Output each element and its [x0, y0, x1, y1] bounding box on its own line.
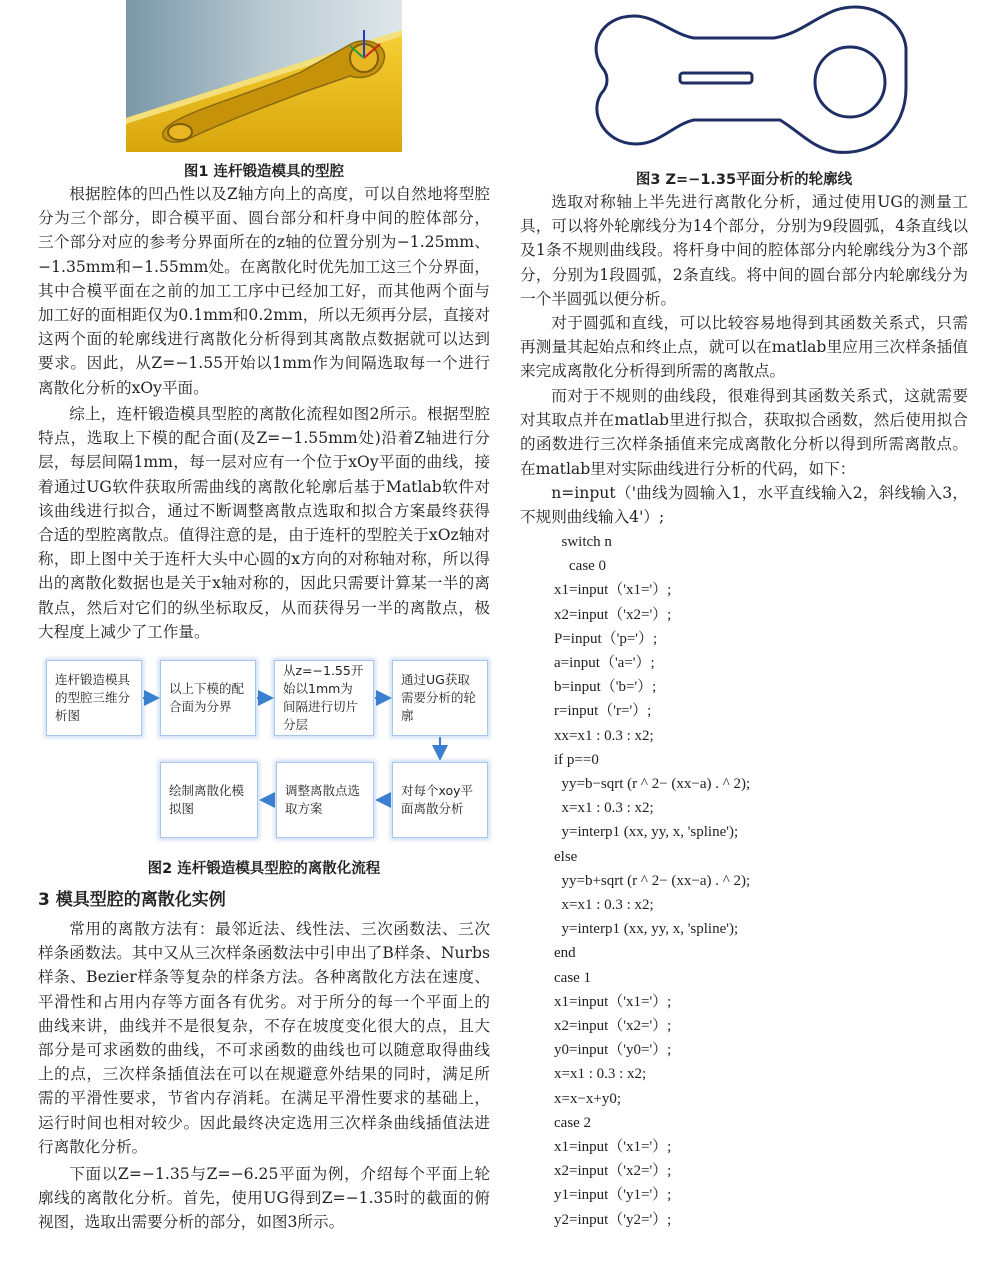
- code-line: else: [554, 848, 578, 865]
- code-line: y2=input（'y2='）;: [554, 1211, 672, 1228]
- right-paragraph-1: 选取对称轴上半先进行离散化分析，通过使用UG的测量工具，可以将外轮廓线分为14个部分，分别为9段圆弧，4条直线以及1条不规则曲线段。将杆身中间的腔体部分内轮廓线分为3个部分，分别为1段圆弧，2条直线。将中间的圆台部分内轮廓线分为一个半圆弧以便分析。: [520, 193, 968, 308]
- code-line: x1=input（'x1='）;: [554, 1139, 672, 1156]
- flow-box-6: 调整离散点选取方案: [276, 762, 374, 838]
- figure-2-flowchart: [46, 650, 490, 850]
- code-line: y=interp1 (xx, yy, x, 'spline');: [554, 921, 739, 938]
- flow-box-2: 以上下模的配合面为分界: [160, 660, 256, 736]
- figure-1-caption: 图1 连杆锻造模具的型腔: [183, 164, 345, 180]
- code-line: x=x−x+y0;: [554, 1090, 622, 1107]
- code-line: y=interp1 (xx, yy, x, 'spline');: [554, 824, 739, 841]
- code-line: x=x1 : 0.3 : x2;: [554, 1066, 647, 1083]
- figure-2-caption: 图2 连杆锻造模具型腔的离散化流程: [147, 861, 381, 877]
- flow-box-5: 对每个xoy平面离散分析: [392, 762, 488, 838]
- code-line: switch n: [554, 534, 612, 550]
- matlab-code-block: [554, 530, 750, 1232]
- code-line: yy=b−sqrt (r ^ 2− (xx−a) . ^ 2);: [554, 776, 751, 793]
- figure-3-caption: 图3 Z=−1.35平面分析的轮廓线: [635, 172, 853, 188]
- code-line: x2=input（'x2='）;: [554, 606, 672, 623]
- code-line: x=x1 : 0.3 : x2;: [554, 897, 654, 914]
- flow-box-1: 连杆锻造模具的型腔三维分析图: [46, 660, 142, 736]
- right-paragraph-2: 对于圆弧和直线，可以比较容易地得到其函数关系式，只需再测量其起始点和终止点，就可以在matlab里应用三次样条插值来完成离散化分析得到所需的离散点。: [520, 314, 968, 381]
- code-line: y1=input（'y1='）;: [554, 1187, 672, 1204]
- code-line: end: [554, 945, 576, 962]
- right-paragraph-4: n=input（'曲线为圆输入1，水平直线输入2，斜线输入3，不规则曲线输入4'）;: [520, 484, 968, 527]
- right-paragraph-3: 而对于不规则的曲线段，很难得到其函数关系式，这就需要对其取点并在matlab里进行拟合，获取拟合函数，然后使用拟合的函数进行三次样条插值来完成离散化分析以得到所需离散点。在matlab里对实际曲线进行分析的代码，如下：: [520, 387, 968, 478]
- flow-box-4: 通过UG获取需要分析的轮廓: [392, 660, 488, 736]
- code-line: x=x1 : 0.3 : x2;: [554, 800, 654, 817]
- code-line: b=input（'b='）;: [554, 679, 657, 696]
- code-line: case 2: [554, 1114, 592, 1131]
- figure-1-connecting-rod-cavity-image: [126, 0, 402, 152]
- code-line: r=input（'r='）;: [554, 703, 652, 720]
- code-line: P=input（'p='）;: [554, 630, 658, 647]
- code-line: y0=input（'y0='）;: [554, 1042, 672, 1059]
- flowchart-arrows: [46, 650, 490, 850]
- code-line: x2=input（'x2='）;: [554, 1163, 672, 1180]
- code-line: x1=input（'x1='）;: [554, 993, 672, 1010]
- code-line: if p==0: [554, 751, 599, 768]
- code-line: x2=input（'x2='）;: [554, 1018, 672, 1035]
- code-line: a=input（'a='）;: [554, 655, 655, 672]
- left-paragraph-1: 根据腔体的凹凸性以及Z轴方向上的高度，可以自然地将型腔分为三个部分，即合模平面、圆台部分和杆身中间的腔体部分，三个部分对应的参考分界面所在的z轴的位置分别为−1.25mm、−1.35mm和−1.55mm处。在离散化时优先加工这三个分界面，其中合模平面在之前的加工工序中已经加工好，而其他两个面与加工好的面相距仅为0.1mm和0.2mm，所以无须再分层，直接对这两个面的轮廓线进行离散化分析得到其离散点数据就可以达到要求。因此，从Z=−1.55开始以1mm作为间隔选取每一个进行离散化分析的xOy平面。: [38, 185, 490, 397]
- flow-box-3: 从z=−1.55开始以1mm为间隔进行切片分层: [274, 660, 374, 736]
- left-paragraph-2: 综上，连杆锻造模具型腔的离散化流程如图2所示。根据型腔特点，选取上下模的配合面(及Z=−1.55mm处)沿着Z轴进行分层，每层间隔1mm，每一层对应有一个位于xOy平面的曲线，接着通过UG软件获取所需曲线的离散化轮廓后基于Matlab软件对该曲线进行拟合，通过不断调整离散点选取和拟合方案最终获得合适的型腔离散点。值得注意的是，由于连杆的型腔关于xOz轴对称，即上图中关于连杆大头中心圆的x方向的对称轴对称，所以得出的离散化数据也是关于x轴对称的，因此只需要计算某一半的离散点，然后对它们的纵坐标取反，从而获得另一半的离散点，极大程度上减少了工作量。: [38, 405, 490, 641]
- flow-box-7: 绘制离散化模拟图: [160, 762, 258, 838]
- code-line: x1=input（'x1='）;: [554, 582, 672, 599]
- figure-3-contour-outline: [574, 4, 934, 160]
- section-heading: 3 模具型腔的离散化实例: [38, 890, 226, 910]
- left-paragraph-3: 常用的离散方法有：最邻近法、线性法、三次函数法、三次样条函数法。其中又从三次样条函数法中引申出了B样条、Nurbs样条、Bezier样条等复杂的样条方法。各种离散化方法在速度、平滑性和占用内存等方面各有优劣。对于所分的每一个平面上的曲线来讲，曲线并不是很复杂，不存在坡度变化很大的点，且大部分是可求函数的曲线，不可求函数的曲线也可以随意取得曲线上的点，三次样条插值法在可以在规避意外结果的同时，满足所需的平滑性要求，节省内存消耗。在满足平滑性要求的基础上，运行时间也相对较少。因此最终决定选用三次样条曲线插值法进行离散化分析。: [38, 920, 490, 1156]
- left-paragraph-4: 下面以Z=−1.35与Z=−6.25平面为例，介绍每个平面上轮廓线的离散化分析。首先，使用UG得到Z=−1.35时的截面的俯视图，选取出需要分析的部分，如图3所示。: [38, 1165, 490, 1232]
- code-line: case 0: [554, 558, 607, 575]
- code-line: xx=x1 : 0.3 : x2;: [554, 727, 654, 744]
- code-line: yy=b+sqrt (r ^ 2− (xx−a) . ^ 2);: [554, 872, 751, 889]
- code-line: case 1: [554, 969, 592, 986]
